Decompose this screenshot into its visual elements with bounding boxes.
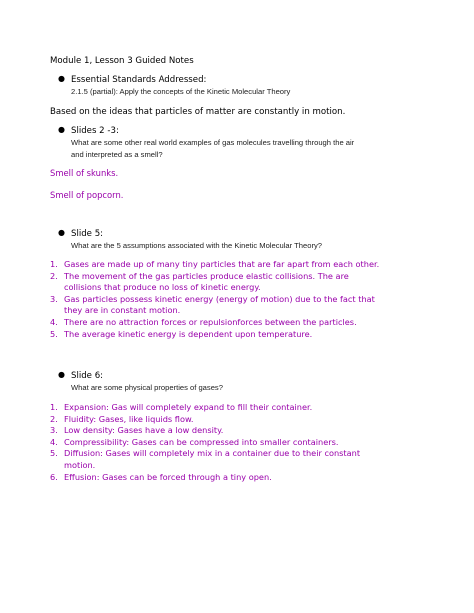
bullet-icon: ● <box>58 228 65 237</box>
slide-6-answer-list <box>50 402 420 483</box>
list-item: 3. Low density: Gases have a low density. <box>50 425 224 436</box>
slide-5-block <box>58 228 323 252</box>
page-title: Module 1, Lesson 3 Guided Notes <box>50 56 194 66</box>
intro-paragraph: Based on the ideas that particles of matter are constantly in motion. <box>50 107 346 117</box>
slide-5-question: What are the 5 assumptions associated with the Kinetic Molecular Theory? <box>71 241 323 250</box>
essential-standards-detail: 2.1.5 (partial): Apply the concepts of the Kinetic Molecular Theory <box>71 87 291 96</box>
list-item: 4. Compressibility: Gases can be compressed into smaller containers. <box>50 436 339 447</box>
slide-5-answer-list <box>50 259 420 340</box>
slides-2-3-question-line1: What are some other real world examples of gas molecules travelling through the air <box>71 138 355 147</box>
list-item: 3. Gas particles possess kinetic energy (energy of motion) due to the fact that they are in constant motion. <box>50 293 375 316</box>
list-item: 1. Expansion: Gas will completely expand to fill their container. <box>50 402 313 412</box>
list-item: 1. Gases are made up of many tiny particles that are far apart from each other. <box>50 259 380 269</box>
bullet-icon: ● <box>58 74 65 83</box>
bullet-icon: ● <box>58 370 65 379</box>
list-item: 5. Diffusion: Gases will completely mix in a container due to their constant motion. <box>50 448 361 470</box>
slide-6-heading: Slide 6: <box>71 371 104 381</box>
slides-2-3-question-line2: and interpreted as a smell? <box>71 150 163 159</box>
slide-6-question: What are some physical properties of gases? <box>71 383 223 392</box>
list-item: 2. Fluidity: Gases, like liquids flow. <box>50 413 194 424</box>
list-item: 2. The movement of the gas particles produce elastic collisions. The are collisions that produce no loss of kinetic energy. <box>50 270 349 293</box>
list-item: 4. There are no attraction forces or repulsionforces between the particles. <box>50 316 357 327</box>
slides-2-3-heading: Slides 2 -3: <box>71 126 119 136</box>
answer-skunks: Smell of skunks. <box>50 168 119 178</box>
list-item: 5. The average kinetic energy is dependent upon temperature. <box>50 328 313 339</box>
bullet-icon: ● <box>58 125 65 134</box>
list-item: 6. Effusion: Gases can be forced through a tiny open. <box>50 471 272 482</box>
slide-6-block <box>58 370 223 394</box>
slide-5-heading: Slide 5: <box>71 229 104 239</box>
essential-standards-block <box>58 74 291 98</box>
answer-popcorn: Smell of popcorn. <box>50 190 124 200</box>
essential-standards-heading: Essential Standards Addressed: <box>71 75 207 85</box>
slides-2-3-block <box>58 125 355 161</box>
